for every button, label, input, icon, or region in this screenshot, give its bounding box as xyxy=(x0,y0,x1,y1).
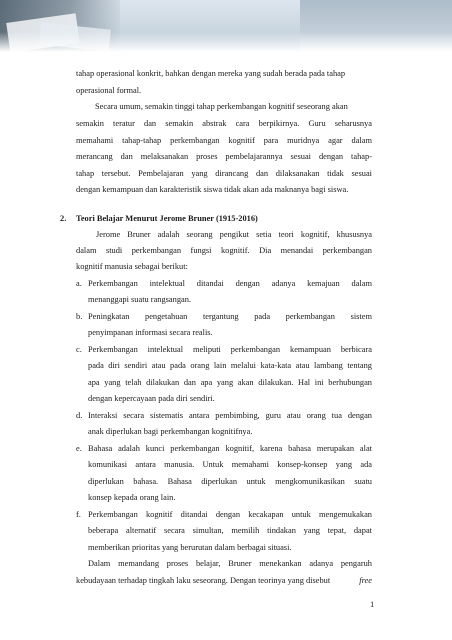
text-line: tahap operasional konkrit, bahkan dengan mereka yang sudah berada pada tahap xyxy=(76,69,346,78)
text-line: operasional formal. xyxy=(76,86,142,95)
text-line: semakin teratur dan semakin abstrak cara berpikirnya. Guru seharusnya xyxy=(76,119,372,128)
list-item-text: dengan kepercayaan pada diri sendiri. xyxy=(88,394,215,403)
list-item-text: Perkembangan intelektual meliputi perkembangan kemampuan berbicara xyxy=(88,345,372,354)
list-item-text: penyimpanan informasi secara realis. xyxy=(88,328,213,337)
list-item-text: Bahasa adalah kunci perkembangan kognitif, karena bahasa merupakan alat xyxy=(88,444,372,453)
list-item-text: Perkembangan intelektual ditandai dengan adanya kemajuan dalam xyxy=(88,279,372,288)
page-number: 1 xyxy=(370,599,375,609)
text-line: memahami tahap-tahap perkembangan kognitif para muridnya agar dalam xyxy=(76,136,372,145)
section-number: 2. xyxy=(60,214,67,223)
list-item-text: komunikasi antara manusia. Untuk memahami konsep-konsep yang ada xyxy=(88,460,372,469)
section-title: Teori Belajar Menurut Jerome Bruner (1915-2016) xyxy=(76,214,258,223)
list-item-text: Interaksi secara sistematis antara pembimbing, guru atau orang tua dengan xyxy=(88,411,372,420)
text-line: tahap tersebut. Pembelajaran yang dirancang dan dilaksanakan tidak sesuai xyxy=(76,169,372,178)
italic-term: free xyxy=(359,576,372,585)
text-line: kognitif manusia sebagai berikut: xyxy=(76,262,188,271)
text-line-wrap xyxy=(76,574,372,587)
text-line: merancang dan melaksanakan proses pembelajarannya sesuai dengan tahap- xyxy=(76,152,372,161)
list-item-label: b. xyxy=(76,312,83,321)
text-line: kebudayaan terhadap tingkah laku seseorang. Dengan teorinya yang disebut xyxy=(76,576,331,585)
list-item-text: diperlukan bahasa. Bahasa diperlukan untuk mengkomunikasikan suatu xyxy=(88,477,372,486)
list-item-text: anak diperlukan bagi perkembangan kognitifnya. xyxy=(88,427,253,436)
list-item-text: konsep kepada orang lain. xyxy=(88,493,176,502)
list-item-text: Perkembangan kognitif ditandai dengan kecakapan untuk mengemukakan xyxy=(88,510,372,519)
text-line: Jerome Bruner adalah seorang pengikut setia teori kognitif, khususnya xyxy=(96,230,372,239)
list-item-text: beberapa alternatif secara simultan, memilih tindakan yang tepat, dapat xyxy=(88,526,372,535)
list-item-label: a. xyxy=(76,279,82,288)
text-line: dengan kemampuan dan karakteristik siswa tidak akan ada maknanya bagi siswa. xyxy=(76,185,349,194)
text-line: Dalam memandang proses belajar, Bruner menekankan adanya pengaruh xyxy=(88,559,372,568)
list-item-label: f. xyxy=(76,510,81,519)
list-item-text: menanggapi suatu rangsangan. xyxy=(88,295,192,304)
list-item-label: c. xyxy=(76,345,82,354)
text-line: Secara umum, semakin tinggi tahap perkembangan kognitif seseorang akan xyxy=(95,102,348,111)
text-line: dalam studi perkembangan fungsi kognitif. Dia menandai perkembangan xyxy=(76,246,372,255)
list-item-text: pada diri sendiri atau pada orang lain melalui kata-kata atau lambang tentang xyxy=(88,361,372,370)
list-item-text: Peningkatan pengetahuan tergantung pada perkembangan sistem xyxy=(88,312,372,321)
list-item-text: apa yang telah dilakukan dan apa yang akan dilakukan. Hal ini berhubungan xyxy=(88,378,372,387)
list-item-label: d. xyxy=(76,411,83,420)
list-item-text: memberikan prioritas yang berurutan dalam berbagai situasi. xyxy=(88,543,292,552)
list-item-label: e. xyxy=(76,444,82,453)
